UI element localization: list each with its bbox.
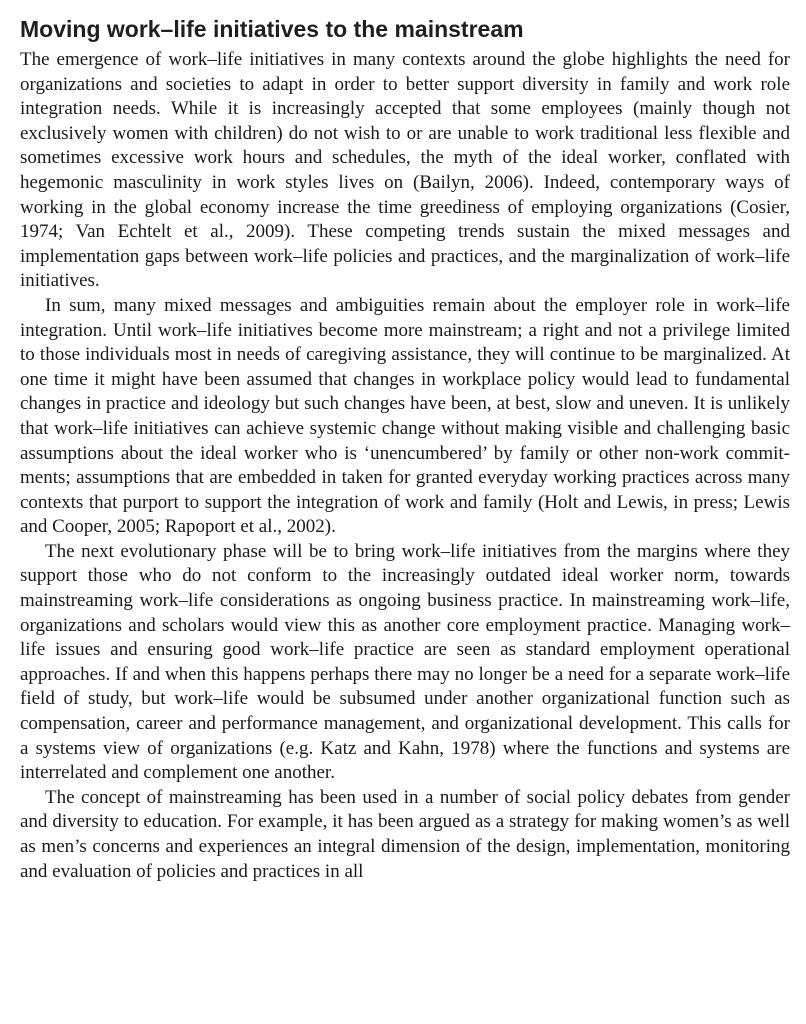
document-page (20, 14, 790, 884)
section-heading: Moving work–life initiatives to the mainstream (20, 16, 524, 42)
paragraph-emergence: The emergence of work–life initiatives in many contexts around the globe highlights the need for organizations and societies to adapt in order to better support diversity in family and work role integration needs. While it is increasingly accepted that some employees (mainly though not exclusively women with children) do not wish to or are unable to work traditional less flexible and sometimes excessive work hours and schedules, the myth of the ideal worker, conflated with hegemonic masculinity in work styles lives on (Bailyn, 2006). Indeed, contemporary ways of working in the global economy increase the time greediness of employing organizations (Cosier, 1974; Van Echtelt et al., 2009). These competing trends sustain the mixed messages and implementation gaps between work–life policies and practices, and the marginalization of work–life initiatives. (20, 49, 790, 292)
paragraph-mainstreaming-concept: The concept of mainstreaming has been used in a number of social policy debates from gender and diversity to education. For example, it has been argued as a strategy for making women’s as well as men’s concerns and experiences an integral dimension of the design, implementation, monitoring and evaluation of policies and practices in all (20, 786, 790, 882)
paragraph-in-sum: In sum, many mixed messages and ambiguities remain about the employer role in work–life integration. Until work–life initiatives become more mainstream; a right and not a privilege limited to those individuals most in needs of caregiving assistance, they will continue to be marginalized. At one time it might have been assumed that changes in workplace policy would lead to fundamental changes in practice and ideology but such changes have been, at best, slow and uneven. It is unlikely that work–life initiatives can achieve systemic change without making visible and challenging basic assumptions about the ideal worker who is ‘unencumbered’ by family or other non-work commitments; assumptions that are embedded in taken for granted everyday working practices across many contexts that purport to support the integration of work and family (Holt and Lewis, in press; Lewis and Cooper, 2005; Rapoport et al., 2002). (20, 294, 790, 538)
paragraph-next-phase: The next evolutionary phase will be to bring work–life initiatives from the margins where they support those who do not conform to the increasingly outdated ideal worker norm, towards mainstreaming work–life considerations as ongoing business practice. In mainstreaming work–life, organizations and scholars would view this as another core employment practice. Managing work–life issues and ensuring good work–life practice are seen as standard employment operational approaches. If and when this happens perhaps there may no longer be a need for a separate work–life field of study, but work–life would be subsumed under another organizational function such as compensation, career and performance management, and organizational development. This calls for a systems view of organizations (e.g. Katz and Kahn, 1978) where the functions and systems are interrelated and complement one another. (20, 540, 790, 784)
